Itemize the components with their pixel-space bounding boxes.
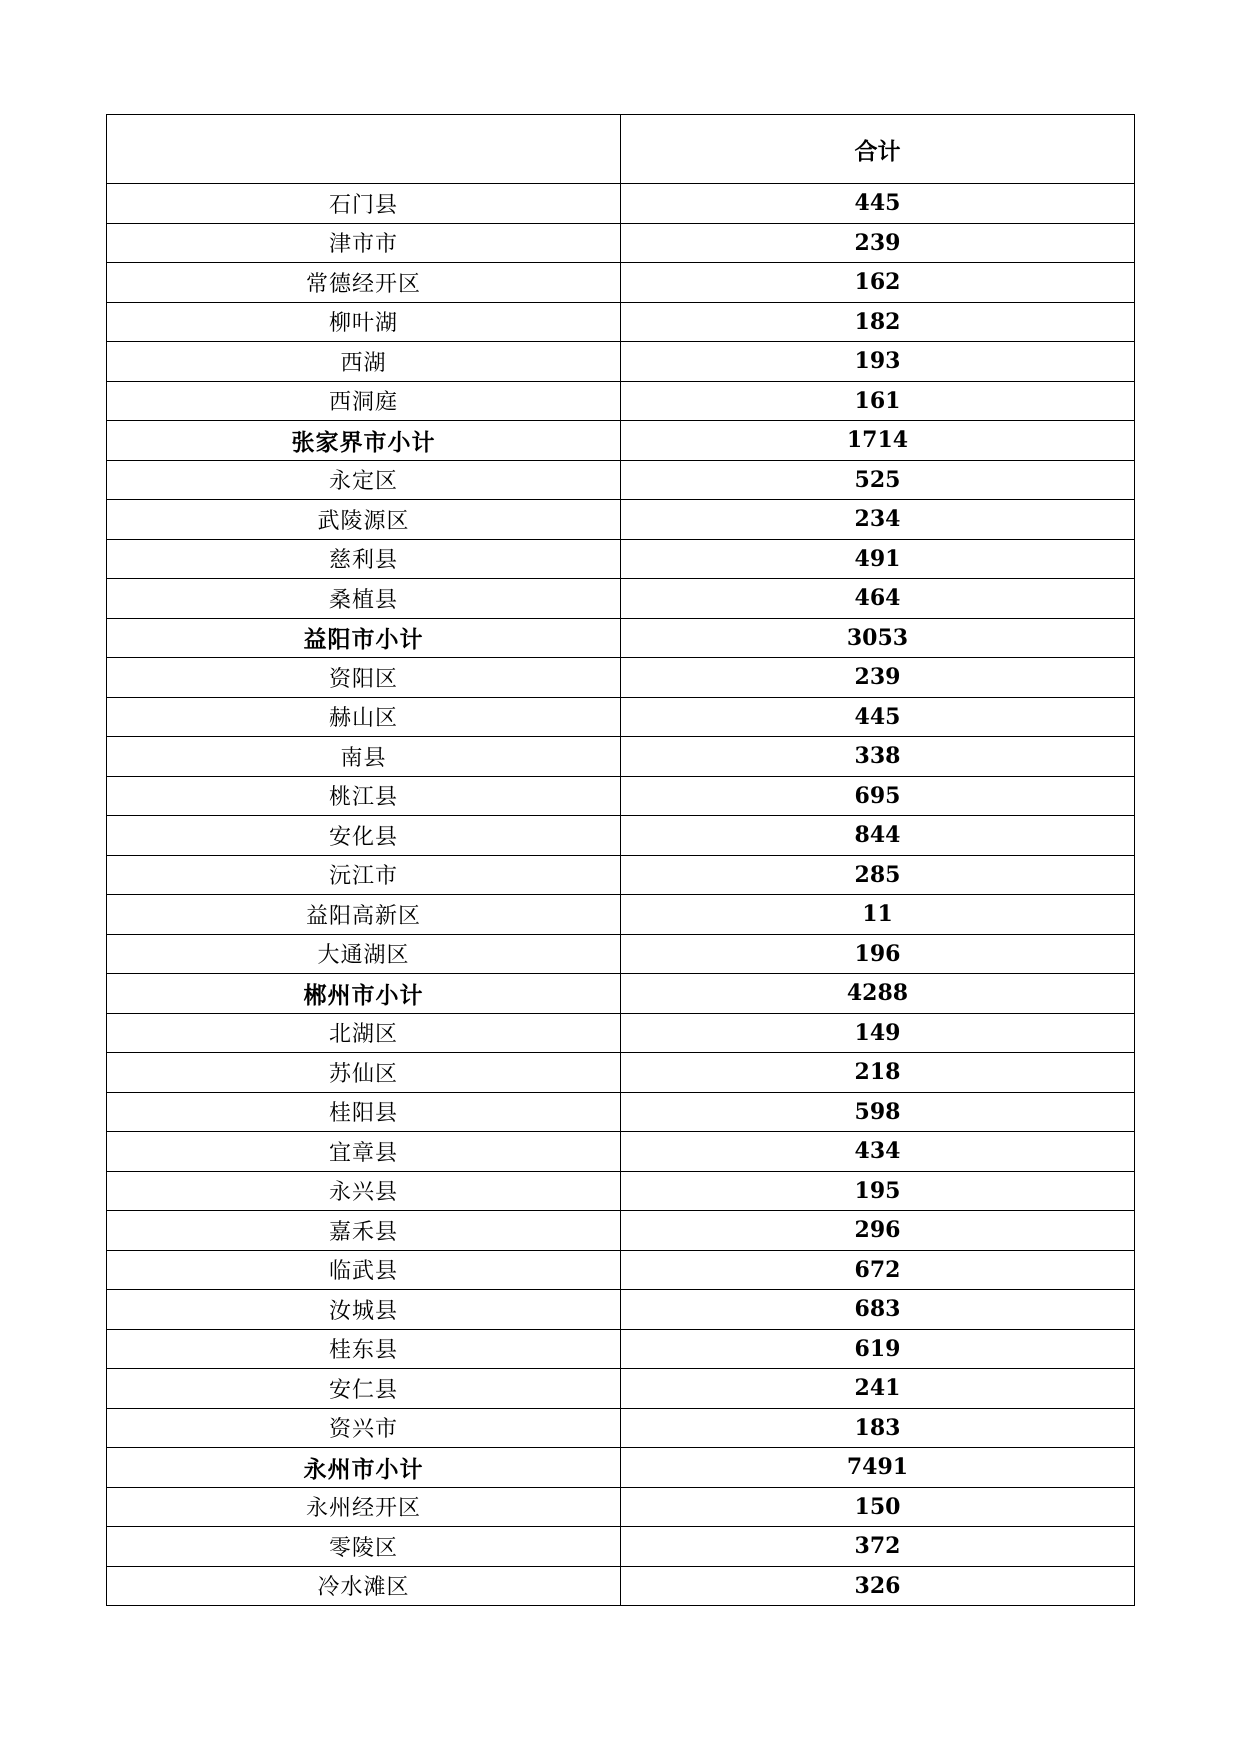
table-row [107, 381, 1135, 421]
table-row [107, 460, 1135, 500]
table-row [107, 1250, 1135, 1290]
subtotal-row [107, 618, 1135, 658]
total-value-cell: 445 [621, 184, 1135, 224]
region-name-cell: 安化县 [107, 816, 621, 856]
total-value-cell: 196 [621, 934, 1135, 974]
table-row [107, 1329, 1135, 1369]
total-value-cell: 445 [621, 697, 1135, 737]
statistics-table [106, 114, 1135, 1606]
total-value-cell: 239 [621, 658, 1135, 698]
total-value-cell: 193 [621, 342, 1135, 382]
subtotal-row [107, 1448, 1135, 1488]
region-name-cell: 大通湖区 [107, 934, 621, 974]
table-row [107, 855, 1135, 895]
total-value-cell: 619 [621, 1329, 1135, 1369]
subtotal-row [107, 421, 1135, 461]
region-name-cell: 宜章县 [107, 1132, 621, 1172]
table-row [107, 342, 1135, 382]
table-row [107, 1132, 1135, 1172]
table-body [107, 115, 1135, 1606]
region-name-cell: 资兴市 [107, 1408, 621, 1448]
table-row [107, 1408, 1135, 1448]
total-value-cell: 285 [621, 855, 1135, 895]
subtotal-value-cell: 4288 [621, 974, 1135, 1014]
header-total-cell: 合计 [621, 115, 1135, 184]
region-name-cell: 桂东县 [107, 1329, 621, 1369]
region-name-cell: 永兴县 [107, 1171, 621, 1211]
table-row [107, 697, 1135, 737]
total-value-cell: 234 [621, 500, 1135, 540]
region-name-cell: 赫山区 [107, 697, 621, 737]
region-name-cell: 南县 [107, 737, 621, 777]
table-row [107, 658, 1135, 698]
table-row [107, 302, 1135, 342]
subtotal-name-cell: 郴州市小计 [107, 974, 621, 1014]
table-row [107, 1290, 1135, 1330]
region-name-cell: 零陵区 [107, 1527, 621, 1567]
region-name-cell: 汝城县 [107, 1290, 621, 1330]
subtotal-value-cell: 7491 [621, 1448, 1135, 1488]
total-value-cell: 844 [621, 816, 1135, 856]
total-value-cell: 161 [621, 381, 1135, 421]
subtotal-name-cell: 张家界市小计 [107, 421, 621, 461]
region-name-cell: 石门县 [107, 184, 621, 224]
table-row [107, 737, 1135, 777]
subtotal-value-cell: 3053 [621, 618, 1135, 658]
total-value-cell: 218 [621, 1053, 1135, 1093]
total-value-cell: 695 [621, 776, 1135, 816]
table-row [107, 223, 1135, 263]
region-name-cell: 桂阳县 [107, 1092, 621, 1132]
table-row [107, 500, 1135, 540]
region-name-cell: 冷水滩区 [107, 1566, 621, 1606]
subtotal-name-cell: 益阳市小计 [107, 618, 621, 658]
table-row [107, 184, 1135, 224]
table-row [107, 776, 1135, 816]
total-value-cell: 241 [621, 1369, 1135, 1409]
region-name-cell: 常德经开区 [107, 263, 621, 303]
total-value-cell: 162 [621, 263, 1135, 303]
region-name-cell: 临武县 [107, 1250, 621, 1290]
total-value-cell: 150 [621, 1487, 1135, 1527]
table-row [107, 263, 1135, 303]
total-value-cell: 338 [621, 737, 1135, 777]
table-row [107, 579, 1135, 619]
table-row [107, 1566, 1135, 1606]
region-name-cell: 永州经开区 [107, 1487, 621, 1527]
total-value-cell: 149 [621, 1013, 1135, 1053]
table-row [107, 934, 1135, 974]
total-value-cell: 491 [621, 539, 1135, 579]
header-name-cell [107, 115, 621, 184]
region-name-cell: 桑植县 [107, 579, 621, 619]
table-row [107, 1527, 1135, 1567]
total-value-cell: 525 [621, 460, 1135, 500]
table-row [107, 1171, 1135, 1211]
total-value-cell: 598 [621, 1092, 1135, 1132]
table-row [107, 816, 1135, 856]
region-name-cell: 安仁县 [107, 1369, 621, 1409]
table-row [107, 1211, 1135, 1251]
region-name-cell: 津市市 [107, 223, 621, 263]
total-value-cell: 464 [621, 579, 1135, 619]
total-value-cell: 434 [621, 1132, 1135, 1172]
table-row [107, 1369, 1135, 1409]
region-name-cell: 慈利县 [107, 539, 621, 579]
region-name-cell: 柳叶湖 [107, 302, 621, 342]
table-row [107, 539, 1135, 579]
total-value-cell: 326 [621, 1566, 1135, 1606]
subtotal-value-cell: 1714 [621, 421, 1135, 461]
total-value-cell: 296 [621, 1211, 1135, 1251]
region-name-cell: 西洞庭 [107, 381, 621, 421]
table-row [107, 895, 1135, 935]
subtotal-name-cell: 永州市小计 [107, 1448, 621, 1488]
region-name-cell: 西湖 [107, 342, 621, 382]
region-name-cell: 嘉禾县 [107, 1211, 621, 1251]
subtotal-row [107, 974, 1135, 1014]
table-header-row [107, 115, 1135, 184]
total-value-cell: 372 [621, 1527, 1135, 1567]
table-row [107, 1013, 1135, 1053]
table-row [107, 1092, 1135, 1132]
region-name-cell: 苏仙区 [107, 1053, 621, 1093]
total-value-cell: 239 [621, 223, 1135, 263]
total-value-cell: 182 [621, 302, 1135, 342]
region-name-cell: 武陵源区 [107, 500, 621, 540]
region-name-cell: 沅江市 [107, 855, 621, 895]
region-name-cell: 永定区 [107, 460, 621, 500]
total-value-cell: 683 [621, 1290, 1135, 1330]
total-value-cell: 11 [621, 895, 1135, 935]
table-row [107, 1053, 1135, 1093]
region-name-cell: 北湖区 [107, 1013, 621, 1053]
region-name-cell: 资阳区 [107, 658, 621, 698]
table-row [107, 1487, 1135, 1527]
region-name-cell: 益阳高新区 [107, 895, 621, 935]
total-value-cell: 195 [621, 1171, 1135, 1211]
total-value-cell: 672 [621, 1250, 1135, 1290]
region-name-cell: 桃江县 [107, 776, 621, 816]
total-value-cell: 183 [621, 1408, 1135, 1448]
